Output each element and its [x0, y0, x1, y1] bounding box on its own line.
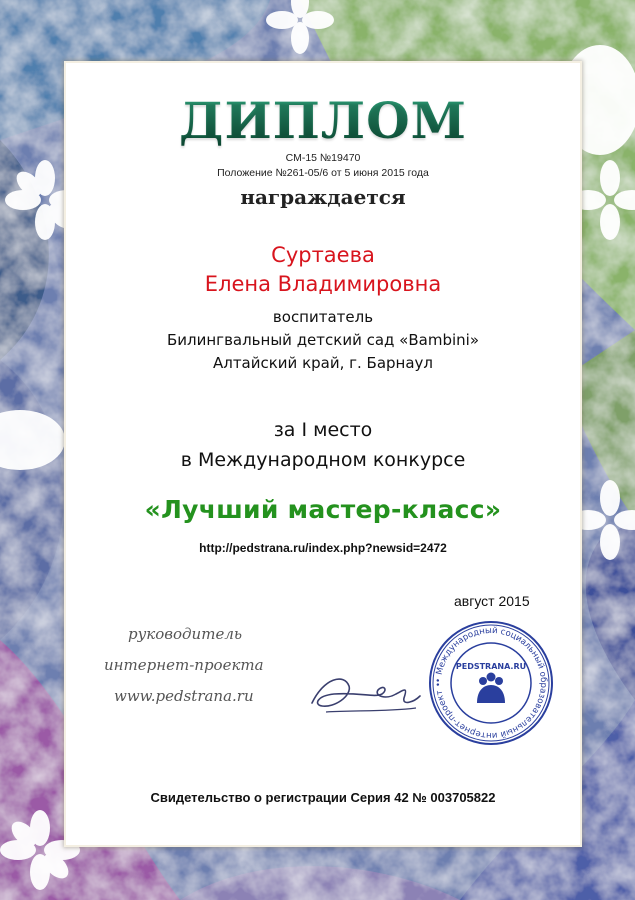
recipient-surname: Суртаева: [271, 243, 375, 267]
signer-title-line3: www.pedstrana.ru: [114, 687, 254, 705]
recipient-location: Алтайский край, г. Барнаул: [212, 354, 434, 372]
seal-center-text: PEDSTRANA.RU: [455, 662, 527, 671]
handwritten-signature: [304, 668, 424, 723]
seal-ring-text: • Международный социальный образовательный интернет-проект •: [433, 625, 549, 741]
seal-people-icon: [477, 673, 505, 704]
regulation-line: Положение №261-05/6 от 5 июня 2015 года: [217, 167, 429, 179]
recipient-position: воспитатель: [272, 308, 374, 326]
awarded-label: награждается: [240, 185, 406, 209]
contest-intro: в Международном конкурсе: [180, 449, 466, 471]
contest-url: http://pedstrana.ru/index.php?newsid=2472: [199, 541, 447, 555]
recipient-organization: Билингвальный детский сад «Bambini»: [167, 331, 479, 349]
signer-title-line2: интернет-проекта: [104, 656, 264, 674]
signer-title-line1: руководитель: [128, 625, 243, 643]
diploma-code: СМ-15 №19470: [285, 152, 361, 164]
issue-date: август 2015: [454, 593, 530, 609]
award-place: за I место: [273, 419, 373, 441]
contest-name: «Лучший мастер-класс»: [144, 495, 502, 524]
registration-certificate: Свидетельство о регистрации Серия 42 № 003705822: [150, 790, 496, 805]
recipient-given-names: Елена Владимировна: [204, 272, 442, 296]
diploma-title: ДИПЛОМ: [66, 91, 580, 150]
organization-seal: [427, 619, 555, 747]
diploma-sheet: [66, 63, 580, 845]
